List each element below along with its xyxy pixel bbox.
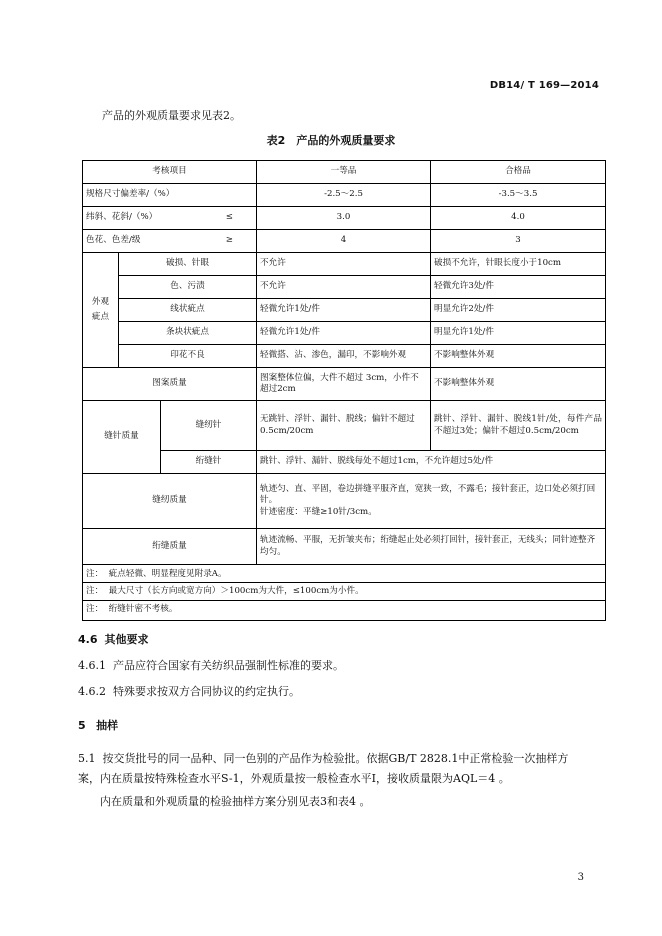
row-label: 缝纫质量 bbox=[83, 474, 257, 529]
row-label-cell bbox=[83, 207, 257, 230]
table-caption: 表2 产品的外观质量要求 bbox=[266, 134, 396, 147]
stitch-group-label: 缝针质量 bbox=[83, 401, 161, 474]
clause-text: 按交货批号的同一品种、同一色别的产品作为检验批。依据GB/T 2828.1中正常检验一次抽样方案，内在质量按特殊检查水平S-1，外观质量按一般检查水平I，接收质量限为AQL＝4 。 bbox=[78, 752, 569, 785]
cell-value: 不影响整体外观 bbox=[431, 368, 606, 401]
note-tag: 注： bbox=[86, 586, 104, 597]
row-label: 规格尺寸偏差率/（%） bbox=[83, 184, 257, 207]
document-code: DB14/ T 169—2014 bbox=[489, 80, 599, 91]
cell-value: 轻微搭、沾、渗色，漏印，不影响外观 bbox=[257, 345, 431, 368]
cell-value bbox=[257, 474, 606, 529]
row-label: 图案质量 bbox=[83, 368, 257, 401]
intro-text: 产品的外观质量要求见表2。 bbox=[102, 109, 241, 122]
section-title: 抽样 bbox=[96, 719, 119, 732]
section-number: 5 bbox=[78, 719, 86, 732]
row-label-cell bbox=[83, 230, 257, 253]
defect-group-label: 外观 疵点 bbox=[83, 253, 119, 368]
table-row bbox=[83, 451, 606, 474]
table-row bbox=[83, 401, 606, 451]
header-item: 考核项目 bbox=[83, 161, 257, 184]
cell-value: -3.5～3.5 bbox=[431, 184, 606, 207]
note-tag: 注： bbox=[86, 569, 104, 579]
table-row bbox=[83, 276, 606, 299]
table-row bbox=[83, 345, 606, 368]
defect-name: 色、污渍 bbox=[119, 276, 257, 299]
section-4-6-heading bbox=[78, 631, 149, 647]
note-cell bbox=[83, 565, 606, 583]
row-label: 绗缝质量 bbox=[83, 529, 257, 565]
cell-value: 4.0 bbox=[431, 207, 606, 230]
clause-number: 4.6.2 bbox=[78, 685, 106, 698]
sewing-quality-text-a: 轨迹匀、直、平固，卷边拼缝平服齐直，宽狭一致，不露毛；接针套正，边口处必须打回针。 bbox=[260, 484, 596, 506]
table-note bbox=[83, 601, 606, 621]
cell-value: 图案整体位偏，大件不超过 3cm，小件不超过2cm bbox=[257, 368, 431, 401]
cell-value: 明显允许1处/件 bbox=[431, 322, 606, 345]
table-header-row bbox=[83, 161, 606, 184]
table-note bbox=[83, 565, 606, 583]
note-cell bbox=[83, 583, 606, 601]
cell-value: 破损不允许，针眼长度小于10cm bbox=[431, 253, 606, 276]
table-note bbox=[83, 583, 606, 601]
table-row bbox=[83, 184, 606, 207]
defect-name: 条块状疵点 bbox=[119, 322, 257, 345]
defect-name: 线状疵点 bbox=[119, 299, 257, 322]
cell-value: 跳针、浮针、漏针、脱线每处不超过1cm，不允许超过5处/件 bbox=[257, 451, 606, 474]
sewing-quality-text-b: 针迹密度：平缝≥10针/3cm。 bbox=[260, 506, 377, 517]
appearance-quality-table bbox=[82, 160, 606, 621]
table-row bbox=[83, 207, 606, 230]
clause-4-6-2 bbox=[78, 683, 300, 699]
clause-number: 5.1 bbox=[78, 752, 96, 765]
table-row bbox=[83, 322, 606, 345]
header-qualified: 合格品 bbox=[431, 161, 606, 184]
cell-value: 明显允许2处/件 bbox=[431, 299, 606, 322]
table-row bbox=[83, 529, 606, 565]
table-row bbox=[83, 299, 606, 322]
cell-value: 3 bbox=[431, 230, 606, 253]
cell-value: 无跳针、浮针、漏针、脱线；偏针不超过0.5cm/20cm bbox=[257, 401, 431, 451]
note-text: 最大尺寸（长方向或宽方向）＞100cm为大件，≤100cm为小件。 bbox=[108, 586, 364, 597]
note-cell bbox=[83, 601, 606, 621]
clause-5-1-continued: 内在质量和外观质量的检验抽样方案分别见表3和表4 。 bbox=[100, 795, 371, 808]
comparison-symbol: ≤ bbox=[225, 212, 233, 223]
note-text: 疵点轻微、明显程度见附录A。 bbox=[108, 569, 227, 579]
note-text: 绗缝针密不考核。 bbox=[108, 603, 178, 614]
cell-value: 跳针、浮针、漏针、脱线1针/处，每件产品不超过3处；偏针不超过0.5cm/20cm bbox=[431, 401, 606, 451]
cell-value: 不允许 bbox=[257, 276, 431, 299]
note-tag: 注： bbox=[86, 603, 104, 614]
table-row bbox=[83, 253, 606, 276]
clause-4-6-1 bbox=[78, 657, 344, 673]
page-number: 3 bbox=[577, 872, 584, 883]
cell-value: 3.0 bbox=[257, 207, 431, 230]
section-title: 其他要求 bbox=[104, 633, 149, 646]
cell-value: 4 bbox=[257, 230, 431, 253]
row-label: 绗缝针 bbox=[161, 451, 257, 474]
cell-value: 轻微允许1处/件 bbox=[257, 322, 431, 345]
cell-value: -2.5～2.5 bbox=[257, 184, 431, 207]
defect-name: 印花不良 bbox=[119, 345, 257, 368]
cell-value: 轻微允许1处/件 bbox=[257, 299, 431, 322]
cell-value: 不允许 bbox=[257, 253, 431, 276]
clause-text: 特殊要求按双方合同协议的约定执行。 bbox=[113, 685, 300, 698]
cell-value: 轻微允许3处/件 bbox=[431, 276, 606, 299]
header-first-grade: 一等品 bbox=[257, 161, 431, 184]
cell-value: 轨迹流畅、平服，无折皱夹布；绗缝起止处必须打回针，接针套正，无线头；同针迹整齐均匀。 bbox=[257, 529, 606, 565]
table-row bbox=[83, 474, 606, 529]
comparison-symbol: ≥ bbox=[225, 235, 233, 246]
row-label: 纬斜、花斜/（%） bbox=[86, 212, 158, 223]
row-label: 色花、色差/级 bbox=[86, 235, 141, 246]
cell-value: 不影响整体外观 bbox=[431, 345, 606, 368]
defect-name: 破损、针眼 bbox=[119, 253, 257, 276]
section-number: 4.6 bbox=[78, 633, 98, 646]
clause-5-1 bbox=[78, 749, 588, 789]
section-5-heading bbox=[78, 717, 118, 733]
clause-text: 产品应符合国家有关纺织品强制性标准的要求。 bbox=[113, 659, 344, 672]
clause-number: 4.6.1 bbox=[78, 659, 106, 672]
row-label: 缝纫针 bbox=[161, 401, 257, 451]
table-row bbox=[83, 368, 606, 401]
table-row bbox=[83, 230, 606, 253]
